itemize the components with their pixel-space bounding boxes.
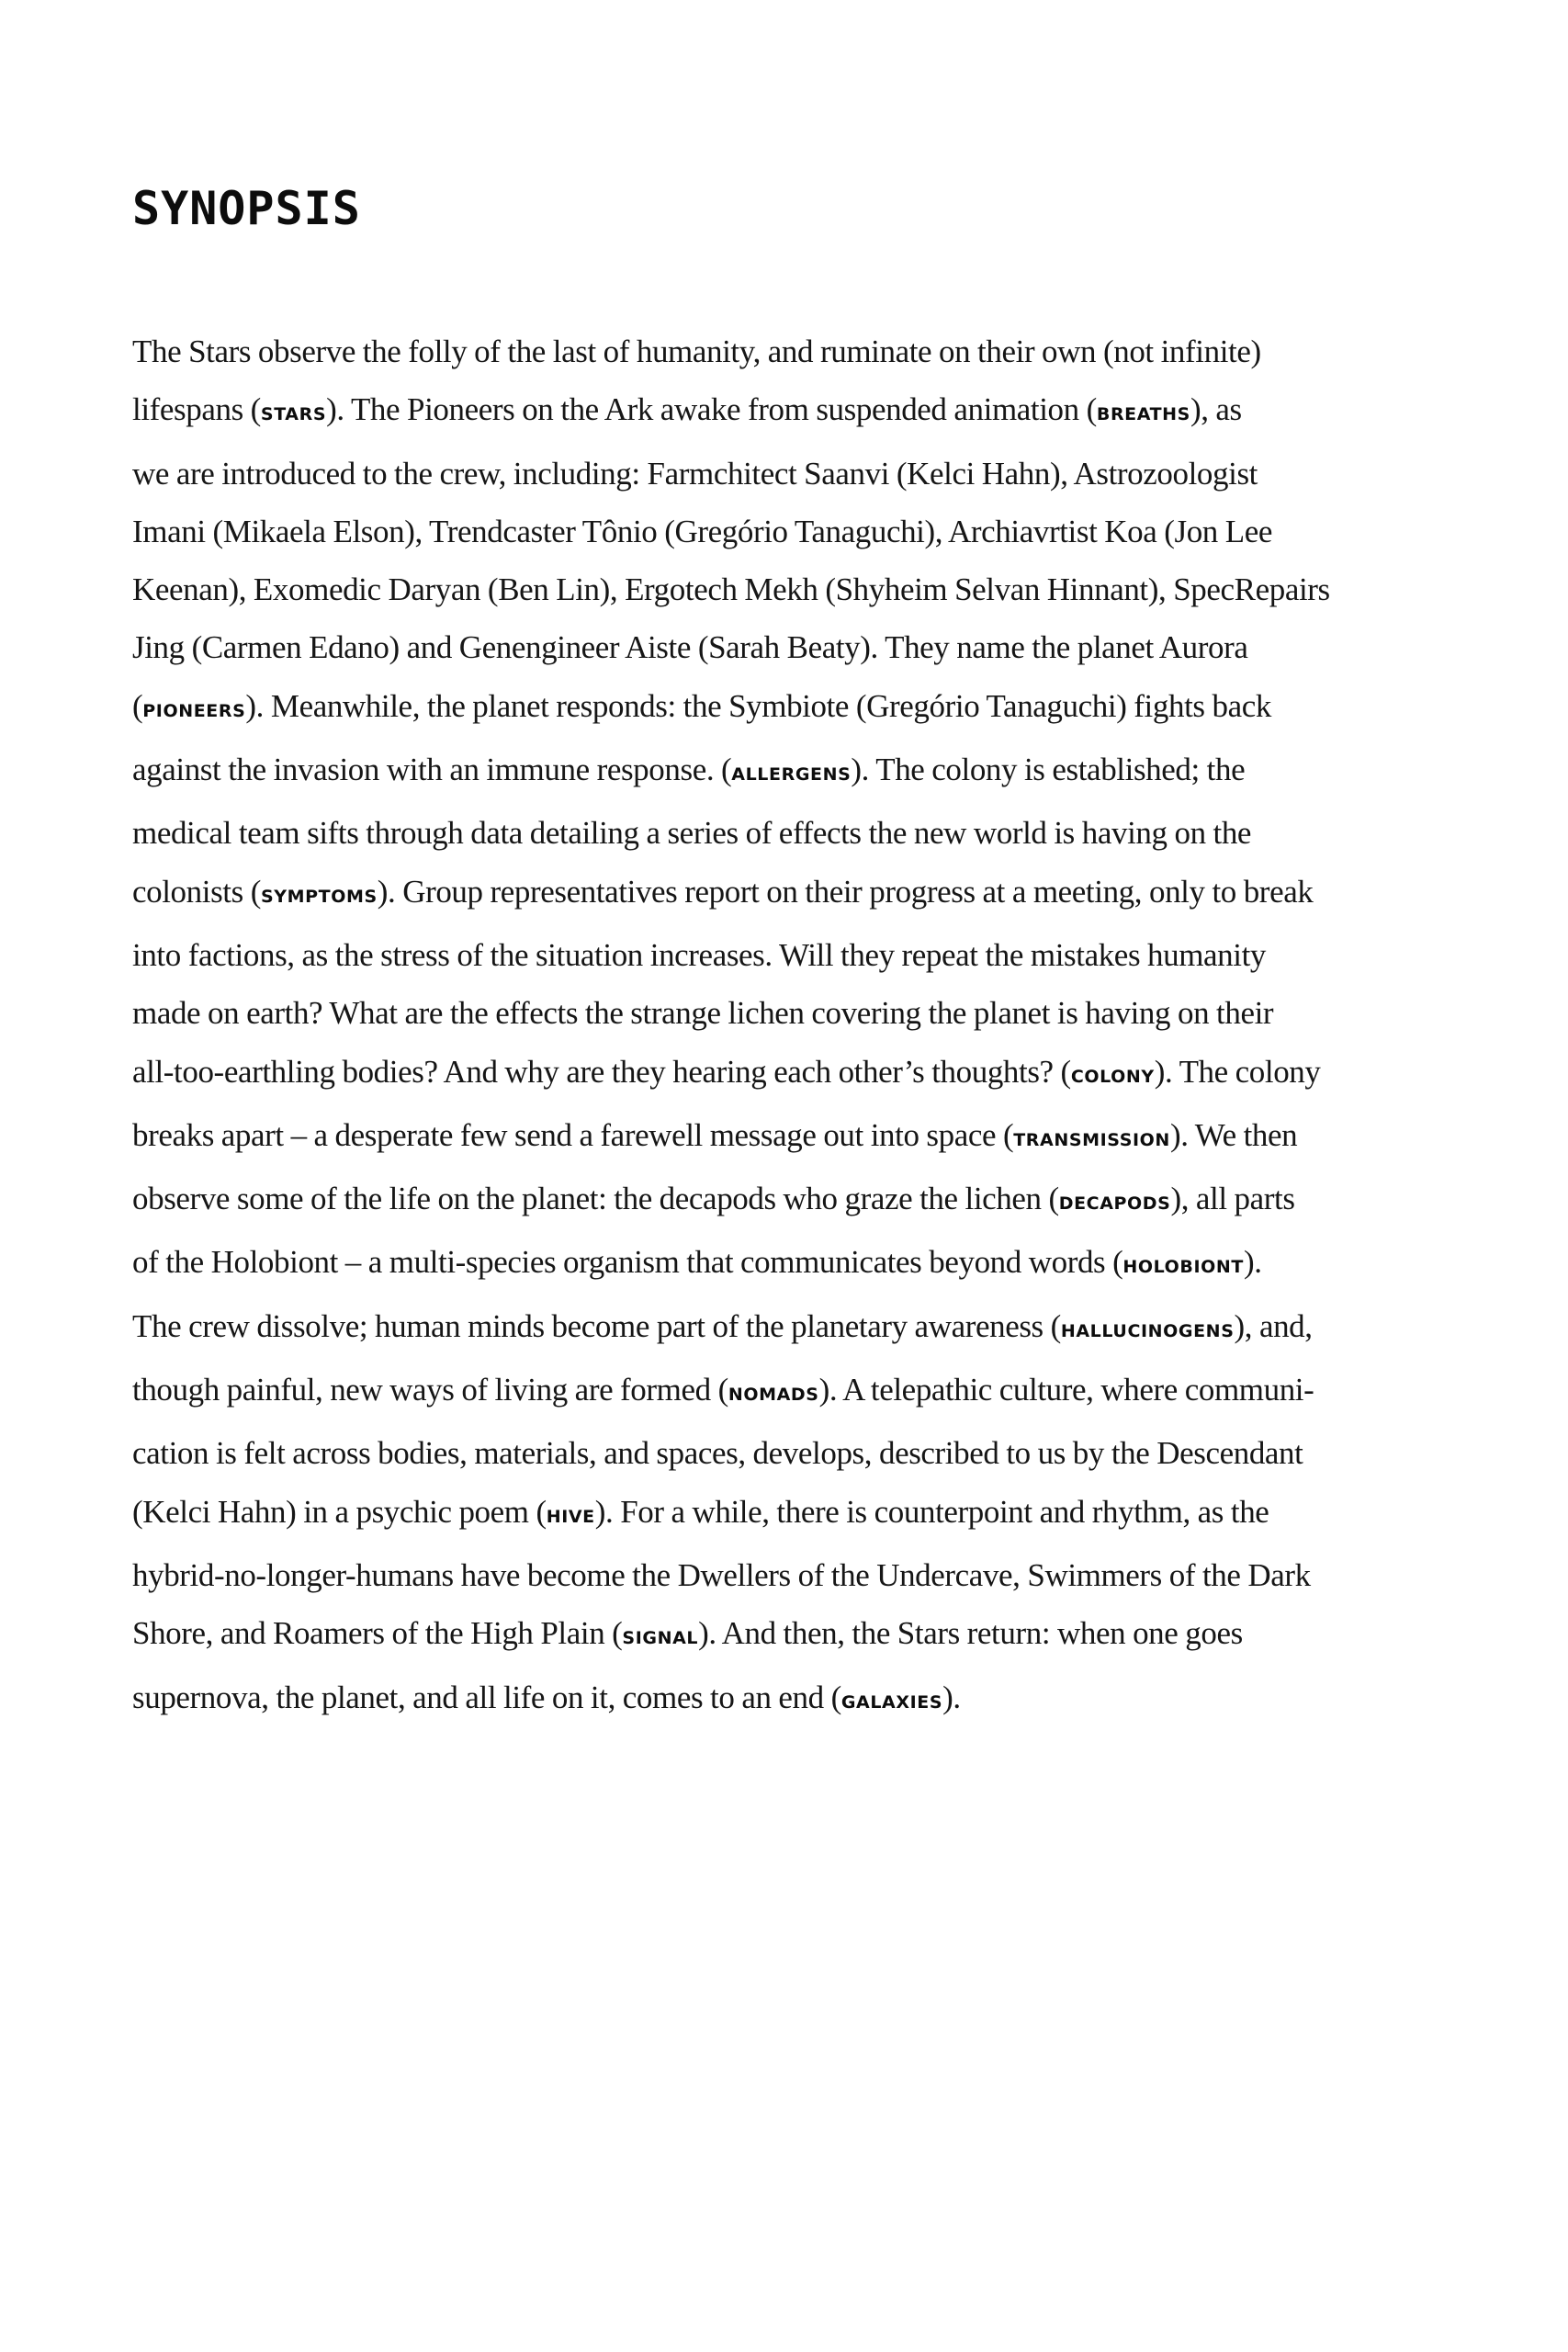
text-line (132, 863, 1473, 926)
text-line (132, 1106, 1473, 1170)
text-segment: ), as (1190, 391, 1242, 428)
text-segment: ), and, (1234, 1307, 1313, 1344)
text-segment: observe some of the life on the planet: the decapods who graze the lichen ( (132, 1181, 1059, 1217)
text-line (132, 1361, 1473, 1424)
text-line (132, 1233, 1473, 1296)
text-line (132, 1604, 1473, 1668)
text-segment: ). Meanwhile, the planet responds: the Symbiote (Gregório Tanaguchi) fights back (245, 687, 1271, 724)
text-line (132, 560, 1473, 618)
text-line (132, 741, 1473, 804)
text-line (132, 1483, 1473, 1546)
text-segment: breaks apart – a desperate few send a farewell message out into space ( (132, 1116, 1014, 1153)
text-line (132, 804, 1473, 862)
track-name: HIVE (546, 1506, 595, 1527)
text-segment: ( (132, 687, 143, 724)
text-segment: ). (942, 1679, 961, 1715)
track-name: SYMPTOMS (260, 886, 378, 907)
text-segment: ). The colony (1154, 1053, 1321, 1090)
text-line (132, 926, 1473, 984)
text-line (132, 618, 1473, 676)
text-line (132, 1668, 1473, 1732)
track-name: HOLOBIONT (1122, 1257, 1244, 1278)
text-segment: Imani (Mikaela Elson), Trendcaster Tônio (Gregório Tanaguchi), Archiavrtist Koa (Jon Lee (132, 513, 1272, 549)
track-name: NOMADS (728, 1385, 819, 1406)
text-line (132, 380, 1473, 444)
text-segment: ), all parts (1170, 1181, 1295, 1217)
text-segment: of the Holobiont – a multi-species organism that communicates beyond words ( (132, 1244, 1123, 1281)
text-segment: ). (1244, 1244, 1262, 1281)
text-segment: ). The colony is established; the (851, 752, 1246, 788)
text-segment: colonists ( (132, 873, 261, 910)
text-line (132, 1424, 1473, 1482)
text-line (132, 503, 1473, 560)
text-segment: though painful, new ways of living are formed ( (132, 1372, 728, 1408)
text-segment: ). For a while, there is counterpoint and rhythm, as the (594, 1493, 1269, 1530)
text-segment: Keenan), Exomedic Daryan (Ben Lin), Ergotech Mekh (Shyheim Selvan Hinnant), SpecRepairs (132, 571, 1330, 608)
text-segment: cation is felt across bodies, materials, and spaces, develops, described to us by the Descendant (132, 1435, 1303, 1472)
text-line (132, 1170, 1473, 1233)
track-name: GALAXIES (840, 1691, 943, 1713)
track-name: PIONEERS (142, 700, 246, 721)
text-line (132, 677, 1473, 741)
track-name: COLONY (1070, 1066, 1155, 1087)
track-name: HALLUCINOGENS (1060, 1320, 1235, 1341)
text-segment: ). A telepathic culture, where communi- (818, 1372, 1314, 1408)
text-segment: we are introduced to the crew, including: Farmchitect Saanvi (Kelci Hahn), Astrozoologist (132, 455, 1258, 492)
text-line (132, 1297, 1473, 1361)
text-segment: ). The Pioneers on the Ark awake from suspended animation ( (326, 391, 1097, 428)
track-name: ALLERGENS (731, 764, 852, 786)
text-line (132, 322, 1473, 380)
text-line (132, 984, 1473, 1042)
text-segment: made on earth? What are the effects the strange lichen covering the planet is having on their (132, 995, 1274, 1032)
text-segment: (Kelci Hahn) in a psychic poem ( (132, 1493, 547, 1530)
text-line (132, 445, 1473, 503)
track-name: BREATHS (1096, 404, 1190, 425)
text-segment: The crew dissolve; human minds become part of the planetary awareness ( (132, 1307, 1061, 1344)
section-heading: SYNOPSIS (132, 182, 361, 235)
text-segment: ). We then (1169, 1116, 1298, 1153)
text-segment: lifespans ( (132, 391, 261, 428)
text-line (132, 1043, 1473, 1106)
text-segment: into factions, as the stress of the situation increases. Will they repeat the mistakes humanity (132, 936, 1267, 973)
text-segment: ). Group representatives report on their progress at a meeting, only to break (377, 873, 1314, 910)
text-segment: hybrid-no-longer-humans have become the Dwellers of the Undercave, Swimmers of the Dark (132, 1556, 1311, 1593)
text-segment: medical team sifts through data detailing a series of effects the new world is having on the (132, 815, 1252, 852)
track-name: TRANSMISSION (1013, 1129, 1170, 1150)
track-name: STARS (260, 404, 327, 425)
text-segment: against the invasion with an immune response. ( (132, 752, 732, 788)
text-segment: The Stars observe the folly of the last of humanity, and ruminate on their own (not infinite) (132, 334, 1261, 369)
text-segment: ). And then, the Stars return: when one goes (698, 1615, 1243, 1652)
text-segment: Shore, and Roamers of the High Plain ( (132, 1615, 623, 1652)
track-name: SIGNAL (622, 1628, 699, 1649)
text-line (132, 1546, 1473, 1604)
synopsis-paragraph (132, 322, 1473, 1732)
text-segment: all-too-earthling bodies? And why are they hearing each other’s thoughts? ( (132, 1053, 1071, 1090)
track-name: DECAPODS (1058, 1193, 1171, 1215)
text-segment: Jing (Carmen Edano) and Genengineer Aiste (Sarah Beaty). They name the planet Aurora (132, 629, 1248, 666)
text-segment: supernova, the planet, and all life on it, comes to an end ( (132, 1679, 841, 1715)
